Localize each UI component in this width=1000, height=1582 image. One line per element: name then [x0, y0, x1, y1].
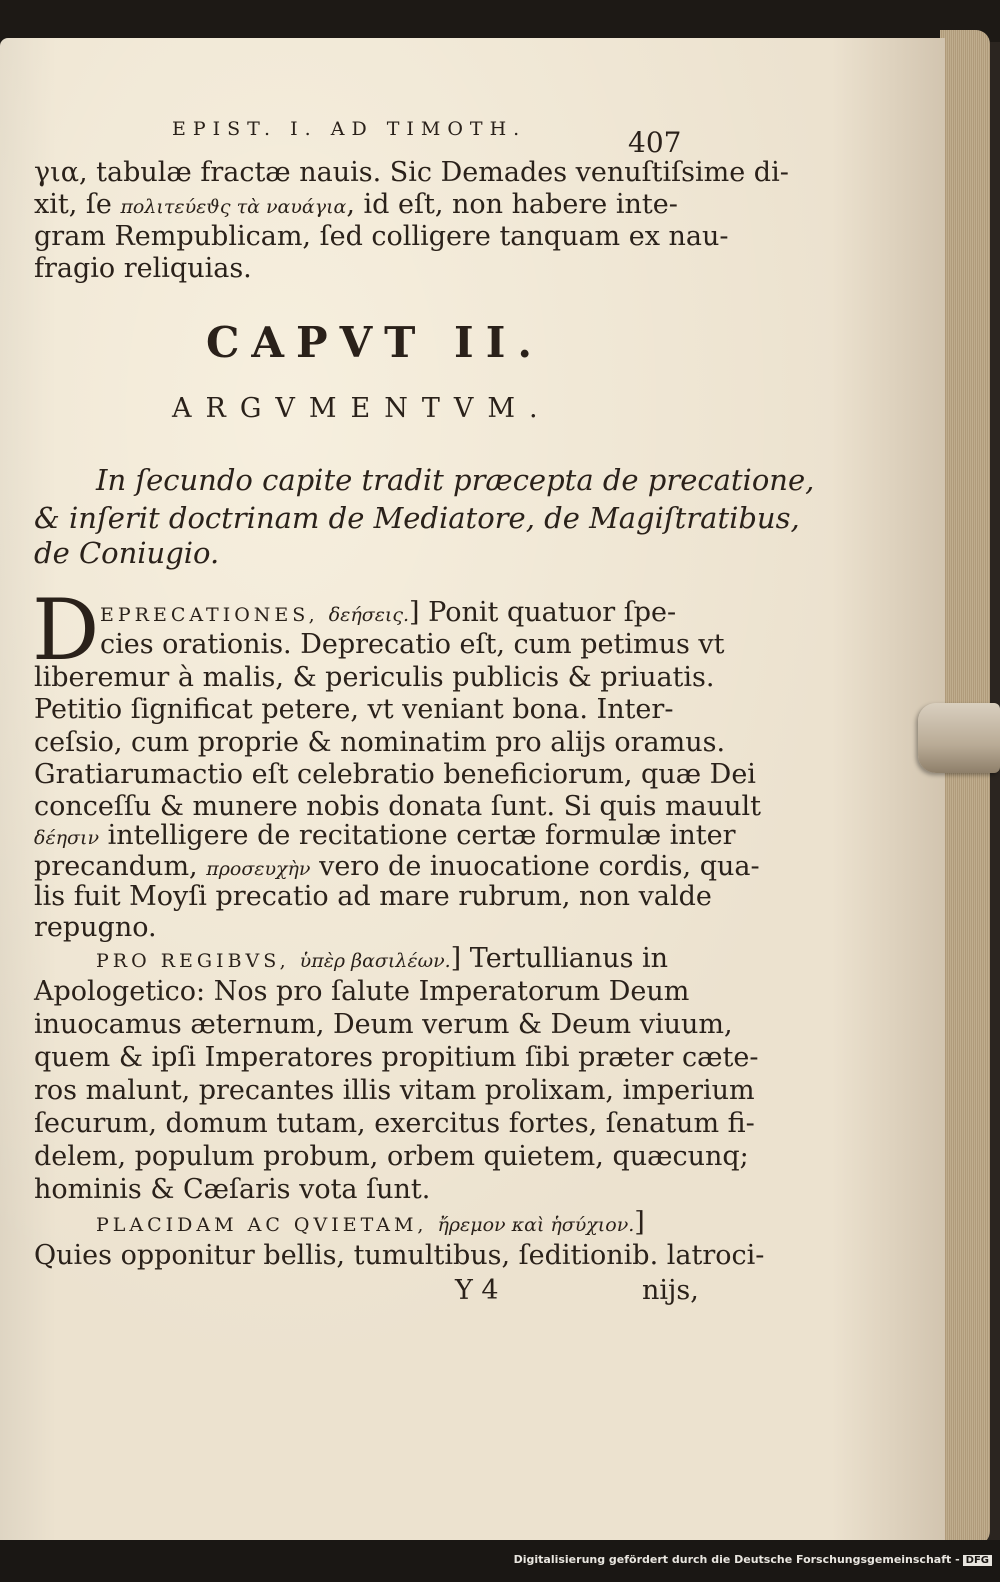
scan-top-border [0, 0, 1000, 42]
text-line: για, tabulæ fractæ nauis. Sic Demades venuſtiſsime di- [34, 157, 789, 188]
greek-phrase: ὑπὲρ βασιλέων. [299, 950, 451, 972]
text-line: PRO REGIBVS, ὑπὲρ βασιλέων.] Tertullianus in [96, 943, 669, 974]
text-line: fragio reliquias. [34, 253, 252, 284]
text-line: liberemur à malis, & periculis publicis & priuatis. [34, 662, 715, 693]
bookmark-ribbon [918, 703, 1000, 773]
digitization-credit: Digitalisierung gefördert durch die Deutsche Forschungsgemeinschaft - DFG [514, 1553, 992, 1566]
chapter-title: CAPVT II. [206, 318, 544, 367]
text-line: EPRECATIONES, δεήσεις.] Ponit quatuor ſpe- [100, 597, 677, 628]
running-head: EPIST. I. AD TIMOTH. [172, 118, 527, 140]
text-line: lis fuit Moyſi precatio ad mare rubrum, non valde [34, 881, 712, 912]
greek-phrase: δεήσεις. [328, 604, 410, 626]
text-line: Petitio ſignificat petere, vt veniant bona. Inter- [34, 694, 674, 725]
text-line: precandum, προσευχὴν vero de inuocatione cordis, qua- [34, 851, 760, 882]
book-page-edges [940, 30, 990, 1545]
text-line: delem, populum probum, orbem quietem, quæcunq; [34, 1141, 749, 1172]
text-line: quem & ipſi Imperatores propitium ſibi præter cæte- [34, 1042, 759, 1073]
greek-phrase: δέησιν [34, 827, 99, 849]
text-line: PLACIDAM AC QVIETAM, ἤρεμον καὶ ἡσύχιον.] [96, 1207, 645, 1238]
text-line: ceſsio, cum proprie & nominatim pro alijs oramus. [34, 727, 726, 758]
text-line: ros malunt, precantes illis vitam prolixam, imperium [34, 1075, 755, 1106]
signature-mark: Y 4 [455, 1275, 499, 1306]
text-line: cies orationis. Deprecatio eſt, cum petimus vt [100, 629, 725, 660]
text-line: Quies opponitur bellis, tumultibus, ſeditionib. latroci- [34, 1240, 765, 1271]
catchword: nijs, [642, 1275, 699, 1306]
page-number: 407 [628, 126, 682, 159]
greek-phrase: πολιτεύεϑς τὰ ναυάγια [120, 196, 347, 218]
text-line: inuocamus æternum, Deum verum & Deum viuum, [34, 1009, 733, 1040]
text-line: hominis & Cæſaris vota ſunt. [34, 1174, 431, 1205]
greek-phrase: προσευχὴν [206, 858, 311, 880]
text-line: ſecurum, domum tutam, exercitus fortes, ſenatum fi- [34, 1108, 755, 1139]
dfg-logo: DFG [963, 1555, 992, 1566]
summary-line: de Coniugio. [34, 536, 220, 570]
text-line: conceſſu & munere nobis donata ſunt. Si quis mauult [34, 791, 762, 822]
text-line: repugno. [34, 912, 157, 943]
argumentum-heading: ARGVMENTVM. [172, 393, 552, 424]
text-line: gram Rempublicam, ſed colligere tanquam ex nau- [34, 221, 729, 252]
summary-line: & inſerit doctrinam de Mediatore, de Magiſtratibus, [34, 501, 800, 535]
text-line: xit, ſe πολιτεύεϑς τὰ ναυάγια, id eſt, non habere inte- [34, 189, 678, 220]
text-line: δέησιν intelligere de recitatione certæ formulæ inter [34, 820, 736, 851]
greek-phrase: ἤρεμον καὶ ἡσύχιον. [437, 1214, 635, 1236]
text-line: Apologetico: Nos pro ſalute Imperatorum Deum [34, 976, 690, 1007]
text-line: Gratiarumactio eſt celebratio beneficiorum, quæ Dei [34, 759, 756, 790]
drop-cap: D [32, 581, 100, 679]
summary-line: In ſecundo capite tradit præcepta de precatione, [96, 463, 815, 497]
